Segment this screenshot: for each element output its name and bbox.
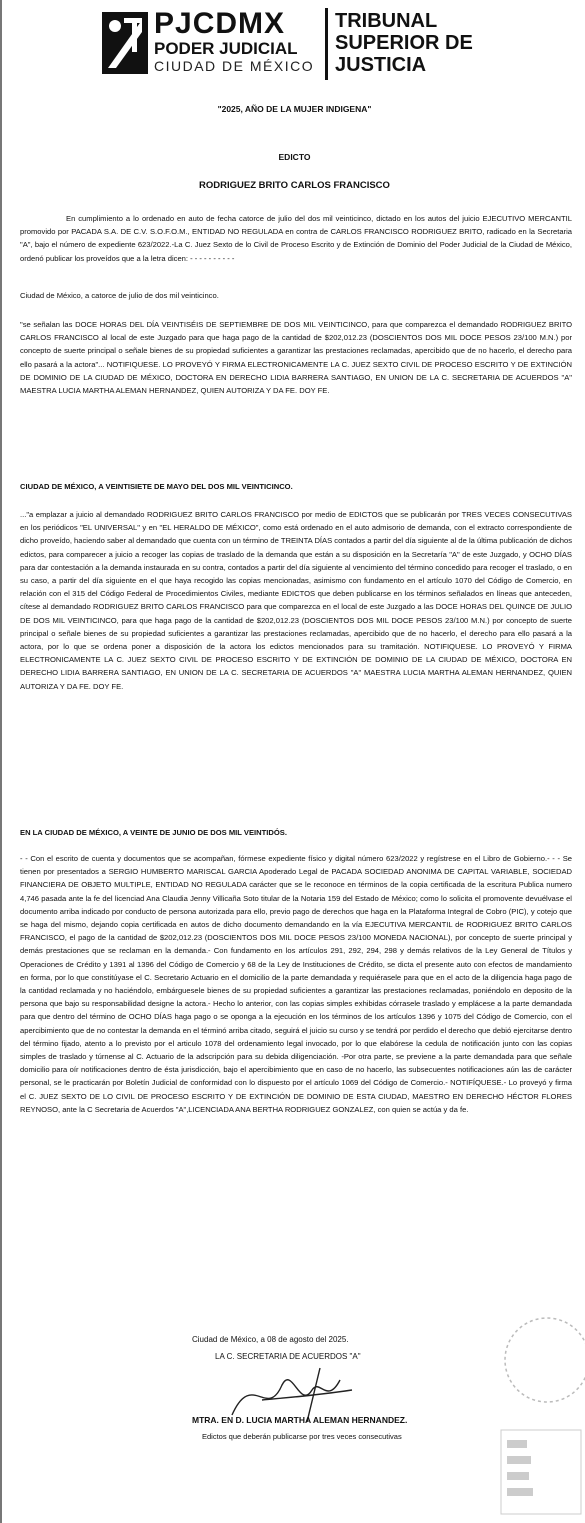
second-order-date: CIUDAD DE MÉXICO, A VEINTISIETE DE MAYO DEL DOS MIL VEINTICINCO.: [20, 482, 293, 491]
signature-role: LA C. SECRETARIA DE ACUERDOS "A": [215, 1352, 361, 1361]
court-stamp-icon: [497, 1290, 585, 1518]
brand-block: [154, 8, 314, 74]
court-name: [335, 10, 473, 76]
letterhead: [102, 8, 562, 80]
second-order-paragraph: ..."a emplazar a juicio al demandado RODRIGUEZ BRITO CARLOS FRANCISCO por medio de EDICTOS que se publicarán por TRES VECES CONSECUTIVAS en los periódicos "EL UNIVERSAL" y en "EL HERALDO DE MÉXICO", como está ordenado en el auto admisorio de demanda, con el extracto correspondiente de dicho proveído, haciendo saber al demandado que cuenta con un término de TREINTA DÍAS contados a partir del día siguiente al de la última publicación de dichos edictos, para comparecer a juicio a recoger las copias de traslado de la demanda que están a su disposición en la Secretaría "A" de este Juzgado, y OCHO DÍAS para dar contestación a la demanda instaurada en su contra, contados a partir del día siguiente al vencimiento del término concedido para recoger el traslado, o en su caso, a partir del día siguiente en el que haya recogido las copias mencionadas, asimismo con fundamento en el artículo 1070 del Código de Comercio, en relación con el 315 del Código Federal de Procedimientos Civiles, mediante EDICTOS que deben publicarse en los términos señalados en líneas que anteceden, cítese al demandado RODRIGUEZ BRITO CARLOS FRANCISCO para que comparezca en el local de este Juzgado a las DOCE HORAS DEL QUINCE DE JULIO DE DOS MIL VEINTICINCO, para que haga pago de la cantidad de $202,012.23 (DOSCIENTOS DOS MIL DOCE PESOS 23/100 M.N.) por concepto de suerte principal o señale bienes de su propiedad suficientes a garantizar las prestaciones reclamadas, apercibido que de no hacerlo, el derecho para ello pasará a la actora, por lo que se ordena poner a disposición de la actora los edictos mencionados para su tramitación. NOTIFIQUESE. LO PROVEYÓ Y FIRMA ELECTRONICAMENTE LA C. JUEZ SEXTO CIVIL DE PROCESO ESCRITO Y DE EXTINCIÓN DE DOMINIO DE LA CIUDAD DE MÉXICO, DOCTORA EN DERECHO LIDIA BARRERA SANTIAGO, EN UNION DE LA C. SECRETARIA DE ACUERDOS "A" MAESTRA LUCIA MARTHA ALEMAN HERNANDEZ, QUIEN AUTORIZA Y DA FE. DOY FE.: [20, 510, 572, 691]
third-order-date: EN LA CIUDAD DE MÉXICO, A VEINTE DE JUNIO DE DOS MIL VEINTIDÓS.: [20, 828, 287, 837]
header-divider: [325, 8, 328, 80]
court-line-1: TRIBUNAL: [335, 10, 438, 32]
court-line-2: SUPERIOR DE: [335, 32, 473, 54]
first-order-date: Ciudad de México, a catorce de julio de dos mil veinticinco.: [20, 291, 219, 300]
signature-date: Ciudad de México, a 08 de agosto del 2025.: [192, 1335, 349, 1344]
addressee-name: RODRIGUEZ BRITO CARLOS FRANCISCO: [199, 180, 390, 191]
brand-acronym: PJCDMX: [154, 7, 286, 40]
document-title: EDICTO: [278, 152, 311, 162]
pjcdmx-logo-icon: [102, 12, 148, 74]
third-order-paragraph: - - Con el escrito de cuenta y documentos que se acompañan, fórmese expediente físico y digital número 623/2022 y regístrese en el Libro de Gobierno.- - - Se tienen por presentados a SERGIO HUMBERTO MARISCAL GARCIA Apoderado Legal de PACADA SOCIEDAD ANONIMA DE CAPITAL VARIABLE, SOCIEDAD FINANCIERA DE OBJETO MULTIPLE, ENTIDAD NO REGULADA carácter que se le reconoce en términos de la copia certificada de la escritura Publica numero 4,746 pasada ante la fe del licenciad Ana Claudia Jenny Villicaña Soto titular de la Notaria 159 del Estado de México; como lo solicita el promovente devuélvase el documento arriba indicado por conducto de persona autorizada para ello, previo pago de derechos que haga en la Plataforma Integral de Cobro (PIC), y cotejo que se haga del mismo, dejando copia certificada en autos de dicho documento demandando en la vía EJECUTIVA MERCANTIL de RODRIGUEZ BRITO CARLOS FRANCISCO, el pago de la cantidad de $202,012.23 (DOSCIENTOS DOS MIL DOCE PESOS 23/100 MONEDA NACIONAL), por concepto de suerte principal y demás prestaciones que se reclaman en la demanda.- Con fundamento en los artículos 291, 292, 294, 298 y demás relativos de la Ley General de Títulos y Operaciones de Crédito y 1391 al 1396 del Código de Comercio y 68 de la Ley de Instituciones de Crédito, se dicta el presente auto con efectos de mandamiento en forma, por lo que constitúyase el C. Secretario Actuario en el domicilio de la parte demandada y requiérasele para que en el acto de la diligencia haga pago de la cantidad reclamada y no haciéndolo, embárguesele bienes de su propiedad suficientes a garantizar las prestaciones reclamadas, poniéndolo en deposito de la persona que bajo su responsabilidad designe la actora.- Hecho lo anterior, con las copias simples exhibidas córrasele traslado y emplácese a la parte demandada para que dentro del término de OCHO DÍAS haga pago o se oponga a la ejecución en los términos de los artículos 1396 y 1075 del Código de Comercio, con el apercibimiento que de no contestar la demanda en el términó arriba citado, seguirá el juicio su curso y se tendrá por perdido el derecho que debió ejercitarse dentro del término fijado, atento a lo previsto por el articulo 1078 del ordenamiento legal invocado, por lo que elabórese la cedula de notificación junto con las copias simples de traslado y túrnense al C. Actuario de la adscripción para su debida diligenciación. -Por otra parte, se previene a la parte demandada para que señale domicilio para oír notificaciones dentro de ésta jurisdicción, bajo el apercibimiento que en caso de no hacerlo, las subsecuentes notificaciones aún las de carácter personal, se le practicarán por Boletín Judicial de conformidad con lo dispuesto por el artículo 1069 del Código de Comercio.- NOTIFÍQUESE.- Lo proveyó y firma el C. JUEZ SEXTO DE LO CIVIL DE PROCESO ESCRITO Y DE EXTINCIÓN DE DOMINIO DE ESTA CIUDAD, MAESTRO EN DERECHO HÉCTOR FLORES REYNOSO, ante la C Secretaria de Acuerdos "A",LICENCIADA ANA BERTHA RODRIGUEZ GONZALEZ, con quien se actúa y da fe.: [20, 854, 572, 1114]
intro-paragraph: En cumplimiento a lo ordenado en auto de fecha catorce de julio del dos mil veinticinco, dictado en los autos del juicio EJECUTIVO MERCANTIL promovido por PACADA S.A. DE C.V. S.O.F.O.M., ENTIDAD NO REGULADA en contra de CARLOS FRANCISCO RODRIGUEZ BRITO, radicado en la Secretaria "A", bajo el número de expediente 623/2022.-La C. Juez Sexto de lo Civil de Proceso Escrito y de Extinción de Dominio del Poder Judicial de la Ciudad de México, ordenó publicar los proveídos que a la letra dicen: - - - - - - - - - -: [20, 214, 572, 263]
brand-name: PODER JUDICIAL: [154, 39, 298, 58]
publication-note: Edictos que deberán publicarse por tres veces consecutivas: [202, 1432, 402, 1441]
court-line-3: JUSTICIA: [335, 54, 427, 76]
first-order-paragraph: "se señalan las DOCE HORAS DEL DÍA VEINTISÉIS DE SEPTIEMBRE DE DOS MIL VEINTICINCO, para que comparezca el demandado RODRIGUEZ BRITO CARLOS FRANCISCO al local de este Juzgado para que haga pago de la cantidad de $202,012.23 (DOSCIENTOS DOS MIL DOCE PESOS 23/100 M.N.) por concepto de suerte principal o señale bienes de su propiedad suficientes a garantizar las prestaciones reclamadas, apercibido que de no hacerlo, el derecho para ello pasará a la actora"... NOTIFIQUESE. LO PROVEYÓ Y FIRMA ELECTRONICAMENTE LA C. JUEZ SEXTO CIVIL DE PROCESO ESCRITO Y DE EXTINCIÓN DE DOMINIO DE LA CIUDAD DE MÉXICO, DOCTORA EN DERECHO LIDIA BARRERA SANTIAGO, EN UNION DE LA C. SECRETARIA DE ACUERDOS "A" MAESTRA LUCIA MARTHA ALEMAN HERNANDEZ, QUIEN AUTORIZA Y DA FE. DOY FE.: [20, 320, 572, 396]
signatory-name: MTRA. EN D. LUCIA MARTHA ALEMAN HERNANDEZ.: [192, 1415, 408, 1425]
year-motto: "2025, AÑO DE LA MUJER INDIGENA": [217, 104, 372, 114]
brand-city: CIUDAD DE MÉXICO: [154, 58, 315, 74]
